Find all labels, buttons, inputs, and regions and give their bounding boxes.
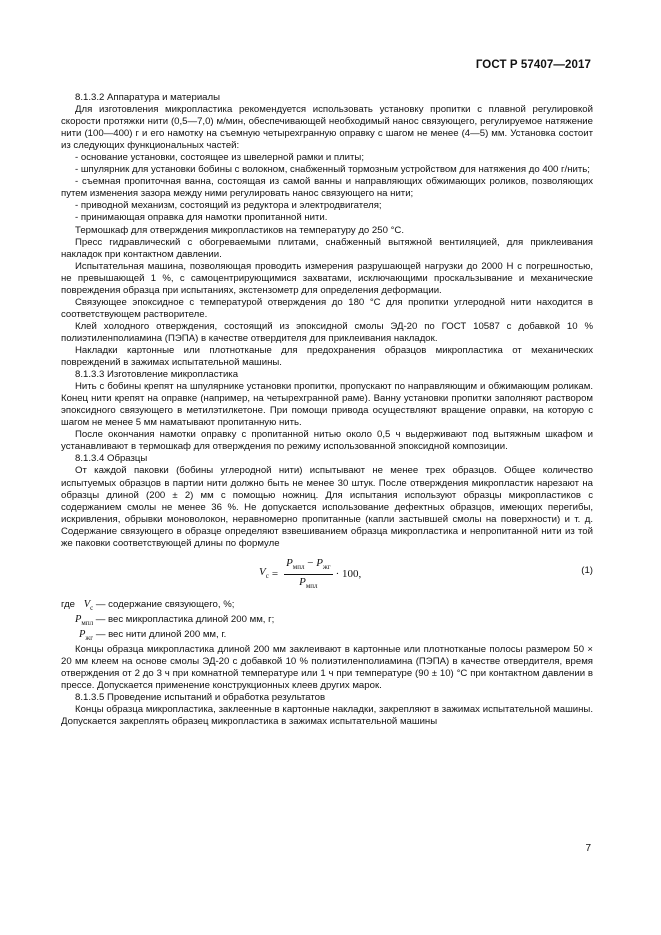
formula-tail: · 100,: [335, 568, 362, 581]
paragraph: 8.1.3.3 Изготовление микропластика: [75, 369, 239, 381]
paragraph: Для изготовления микропластика рекомендуется использовать установку пропитки с плавной регулировкой скорости протяжки нити (0,5—7,0) м/мин, обеспечивающей необходимый нанос связующего, регулируемое натяжение нити (100—400) г и его намотку на съемную четырехгранную оправку с шагом не менее (4—5) мм. Установка состоит из следующих функциональных частей:: [61, 104, 593, 152]
paragraph: Клей холодного отверждения, состоящий из эпоксидной смолы ЭД-20 по ГОСТ 10587 с добавкой 10 % полиэтиленполиамина (ПЭПА) в качестве отвердителя для приклеивания накладок.: [61, 320, 593, 344]
legend-symbol: $V_с$: [83, 598, 94, 612]
paragraph: - шпулярник для установки бобины с волокном, снабженный тормозным устройством для натяжения до 400 г/нить;: [75, 164, 590, 176]
formula-number: (1): [581, 564, 593, 576]
paragraph: Пресс гидравлический с обогреваемыми плитами, снабженный вытяжной вентиляцией, для приклеивания накладок при контактном давлении.: [61, 236, 593, 260]
paragraph: Испытательная машина, позволяющая проводить измерения разрушающей нагрузки до 2000 Н с погрешностью, не превышающей 1 %, с самоцентрирующимися захватами, исключающими проскальзывание и механические повреждения образца при испытаниях, экстензометр для определения деформации.: [61, 260, 593, 296]
paragraph: От каждой паковки (бобины углеродной нити) испытывают не менее трех образцов. Общее количество испытуемых образцов в партии нити должно быть не менее 30 штук. После отверждения микропластик нарезают на образцы длиной (200 ± 2) мм с помощью ножниц. Для испытания используют образцы микропластиков с содержанием смолы не менее 36 %. Не допускается использование дефектных образцов, имеющих перегибы, искривления, обрывки моноволокон, неравномерно пропитанные (капли застывшей смолы на поверхности) и т. д. Содержание связующего в образце определяют взвешиванием образца микропластика и непропитанной нити из той же паковки соответствующей длины по формуле: [61, 465, 593, 549]
paragraph: Накладки картонные или плотнотканые для предохранения образцов микропластика от механических повреждений в зажимах испытательной машины.: [61, 344, 593, 369]
section-before-formula: [61, 92, 593, 550]
formula-expression: [259, 557, 361, 592]
legend-text: — вес микропластика длиной 200 мм, г;: [95, 613, 275, 625]
paragraph: Нить с бобины крепят на шпулярнике установки пропитки, пропускают по направляющим и обжимающим роликам. Конец нити крепят на оправке (например, на четырехгранной раме). Ванну установки пропитки заполняют раствором эпоксидного связующего в метилэтилкетоне. При помощи привода осуществляют вращение оправки, на которую с шагом не менее 5 мм наматывают пропитанную нить.: [61, 381, 593, 429]
formula-lhs: $V_с$: [259, 566, 269, 581]
legend-prefix: где: [61, 598, 76, 610]
document-body: [61, 92, 593, 729]
formula-denominator: $P_{мпл}$: [299, 576, 318, 591]
paragraph: 8.1.3.4 Образцы: [75, 453, 148, 465]
section-after-formula: [61, 644, 593, 728]
legend-row: [61, 614, 593, 629]
paragraph: Связующее эпоксидное с температурой отверждения до 180 °С для пропитки углеродной нити находится в соответствующем растворителе.: [61, 296, 593, 320]
legend-text: — вес нити длиной 200 мм, г.: [95, 629, 227, 641]
paragraph: - съемная пропиточная ванна, состоящая из самой ванны и направляющих обжимающих роликов, позволяющих путем изменения зазора между ними регулировать нанос связующего на нити;: [61, 176, 593, 200]
formula-legend: [61, 599, 593, 644]
legend-symbol: $P_{мпл}$: [75, 613, 94, 628]
legend-text: — содержание связующего, %;: [95, 598, 235, 610]
formula-numerator: $P_{мпл} - P_{жг}$: [284, 557, 333, 575]
paragraph: Концы образца микропластика, заклеенные в картонные накладки, закрепляют в зажимах испытательной машины. Допускается закреплять образец микропластика в зажимах испытательной машины: [61, 704, 593, 728]
legend-row: [61, 629, 593, 644]
legend-symbol: $P_{жг}$: [79, 629, 94, 643]
formula-equals: =: [271, 568, 279, 581]
paragraph: Термошкаф для отверждения микропластиков на температуру до 250 °С.: [75, 224, 405, 236]
document-header: ГОСТ Р 57407—2017: [475, 59, 591, 71]
formula-fraction: [284, 557, 333, 592]
paragraph: 8.1.3.5 Проведение испытаний и обработка результатов: [75, 692, 326, 704]
formula-block: [61, 551, 593, 595]
paragraph: Концы образца микропластика длиной 200 мм заклеивают в картонные или плотнотканые полосы размером 50 × 20 мм клеем на основе смолы ЭД-20 с добавкой 10 % полиэтиленполиамина (ПЭПА) в качестве отвердителя, время отверждения от 2 до 3 ч при комнатной температуре или 1 ч при температуре (90 ± 10) °С при контактном давлении в прессе. Допускается применение конструкционных клеев других марок.: [61, 644, 593, 692]
paragraph: После окончания намотки оправку с пропитанной нитью около 0,5 ч выдерживают под вытяжным шкафом и устанавливают в термошкаф для отверждения по режиму использованной эпоксидной композиции.: [61, 429, 593, 453]
paragraph: - принимающая оправка для намотки пропитанной нити.: [75, 212, 328, 224]
legend-row: [61, 599, 593, 614]
page-number: 7: [585, 843, 591, 854]
paragraph: - основание установки, состоящее из швелерной рамки и плиты;: [75, 152, 364, 164]
paragraph: - приводной механизм, состоящий из редуктора и электродвигателя;: [75, 200, 382, 212]
paragraph: 8.1.3.2 Аппаратура и материалы: [75, 92, 221, 103]
